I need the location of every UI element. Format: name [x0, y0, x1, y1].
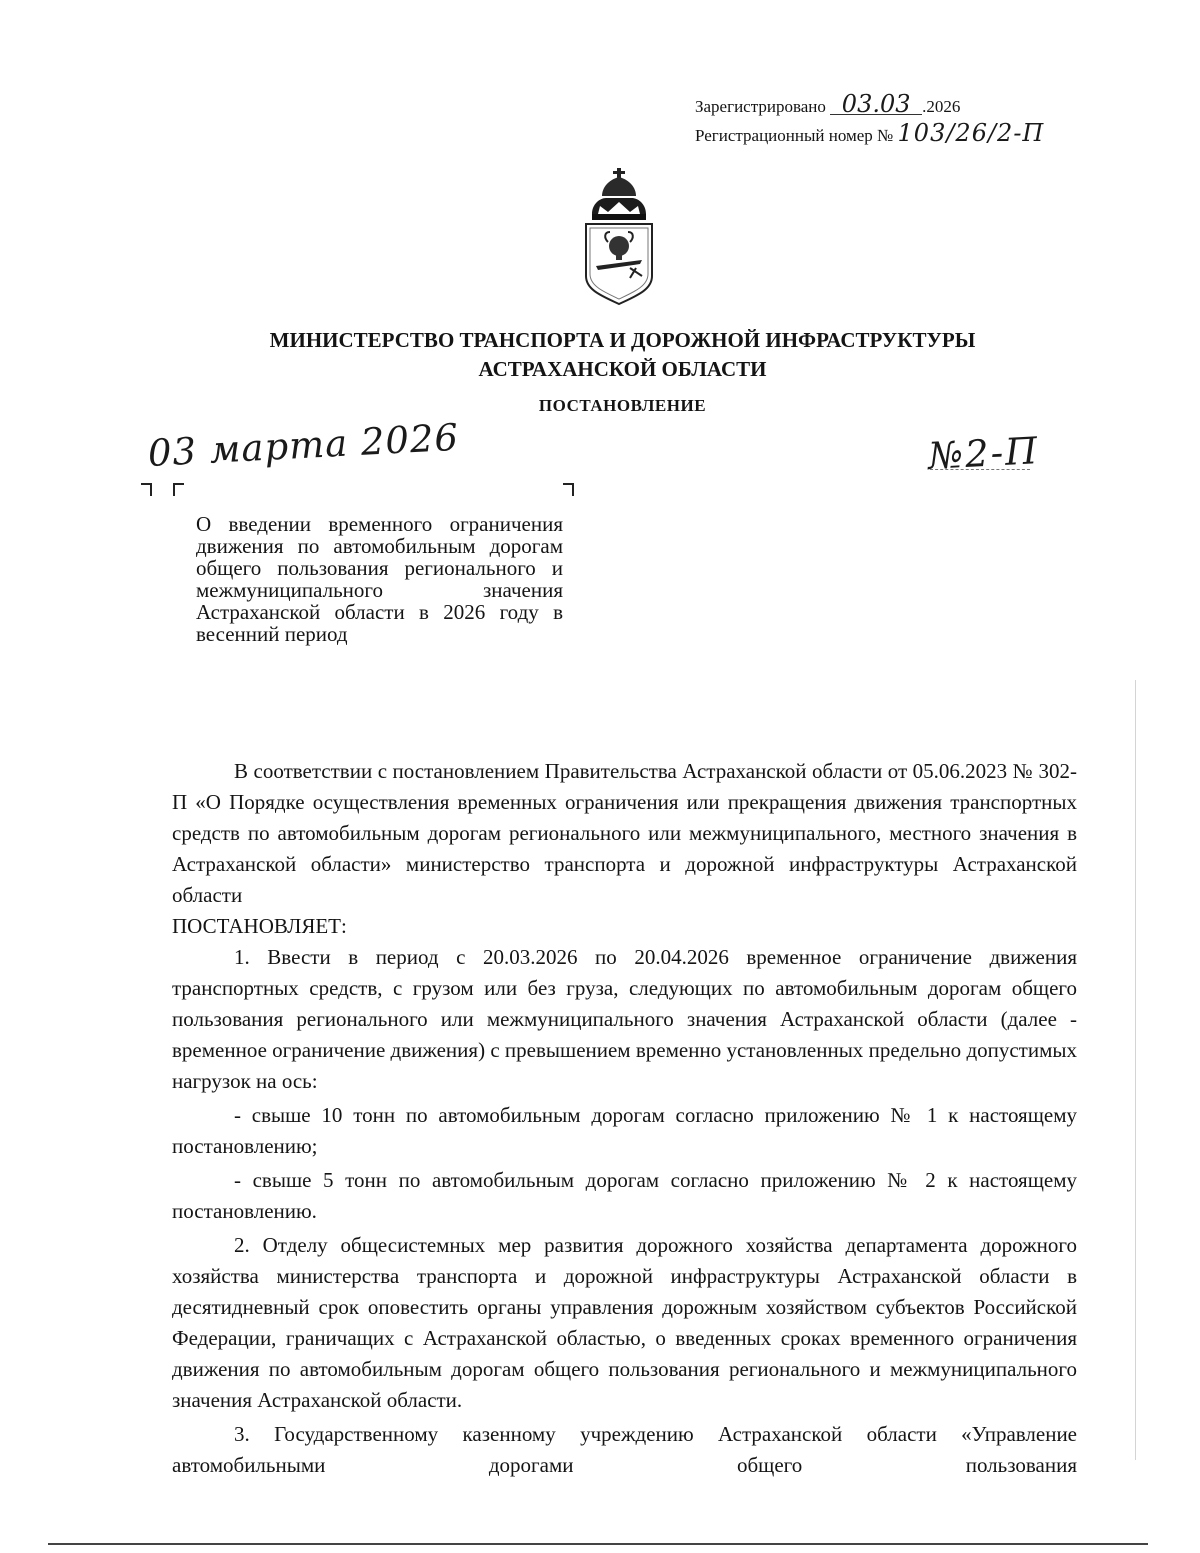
- preamble-paragraph: В соответствии с постановлением Правительства Астраханской области от 05.06.2023 № 302-П «О Порядке осуществления временных ограничения или прекращения движения транспортных средств по автомобильным дорогам регионального или межмуниципального, местного значения в Астраханской области» министерство транспорта и дорожной инфраструктуры Астраханской области: [172, 759, 1077, 907]
- page-bottom-rule: [48, 1543, 1148, 1545]
- document-body: [172, 756, 1077, 1481]
- registration-number-label: Регистрационный номер №: [695, 126, 894, 145]
- registration-number-line: [695, 120, 1115, 149]
- corner-mark-right: [563, 483, 574, 496]
- registration-year: .2026: [922, 97, 961, 116]
- registration-label: Зарегистрировано: [695, 97, 826, 116]
- registration-stamp: [695, 90, 1115, 149]
- document-type: ПОСТАНОВЛЕНИЕ: [538, 396, 707, 415]
- item-2-paragraph: 2. Отделу общесистемных мер развития дорожного хозяйства департамента дорожного хозяйства министерства транспорта и дорожной инфраструктуры Астраханской области в десятидневный срок оповестить органы управления дорожным хозяйством субъектов Российской Федерации, граничащих с Астраханской областью, о введенных сроках временного ограничения движения по автомобильным дорогам общего пользования регионального и межмуниципального значения Астраханской области.: [172, 1233, 1077, 1412]
- document-subject: О введении временного ограничения движения по автомобильным дорогам общего пользования регионального и межмуниципального значения Астраханской области в 2026 году в весенний период: [196, 512, 563, 646]
- ministry-title-line-2: АСТРАХАНСКОЙ ОБЛАСТИ: [478, 357, 767, 381]
- ministry-title-line-1: МИНИСТЕРСТВО ТРАНСПОРТА И ДОРОЖНОЙ ИНФРАСТРУКТУРЫ: [269, 328, 976, 352]
- resolve-word: ПОСТАНОВЛЯЕТ:: [172, 914, 347, 938]
- signing-date-handwritten: 03 марта 2026: [146, 415, 461, 475]
- item-1-paragraph: 1. Ввести в период с 20.03.2026 по 20.04.2026 временное ограничение движения транспортных средств, с грузом или без груза, следующих по автомобильным дорогам общего пользования регионального или межмуниципального значения Астраханской области (далее - временное ограничение движения) с превышением временно установленных предельно допустимых нагрузок на ось:: [172, 945, 1077, 1093]
- document-number-handwritten: №2-П: [926, 429, 1041, 478]
- registration-date-handwritten: 03.03: [830, 94, 922, 115]
- item-1-subitem-b: - свыше 5 тонн по автомобильным дорогам согласно приложению № 2 к настоящему постановлению.: [172, 1168, 1077, 1223]
- astrakhan-coat-of-arms-icon: [578, 168, 660, 308]
- ministry-title: [0, 326, 1200, 384]
- scan-edge-line: [1135, 680, 1136, 1460]
- registration-number-handwritten: 103/26/2-П: [897, 119, 1045, 147]
- registration-date-line: [695, 90, 1115, 120]
- corner-mark-left-outer: [141, 483, 152, 496]
- number-underline: [930, 469, 1030, 470]
- item-3-paragraph: 3. Государственному казенному учреждению Астраханской области «Управление автомобильными дорогами общего пользования: [172, 1422, 1077, 1477]
- item-1-subitem-a: - свыше 10 тонн по автомобильным дорогам согласно приложению № 1 к настоящему постановлению;: [172, 1103, 1077, 1158]
- corner-mark-left-inner: [173, 483, 184, 496]
